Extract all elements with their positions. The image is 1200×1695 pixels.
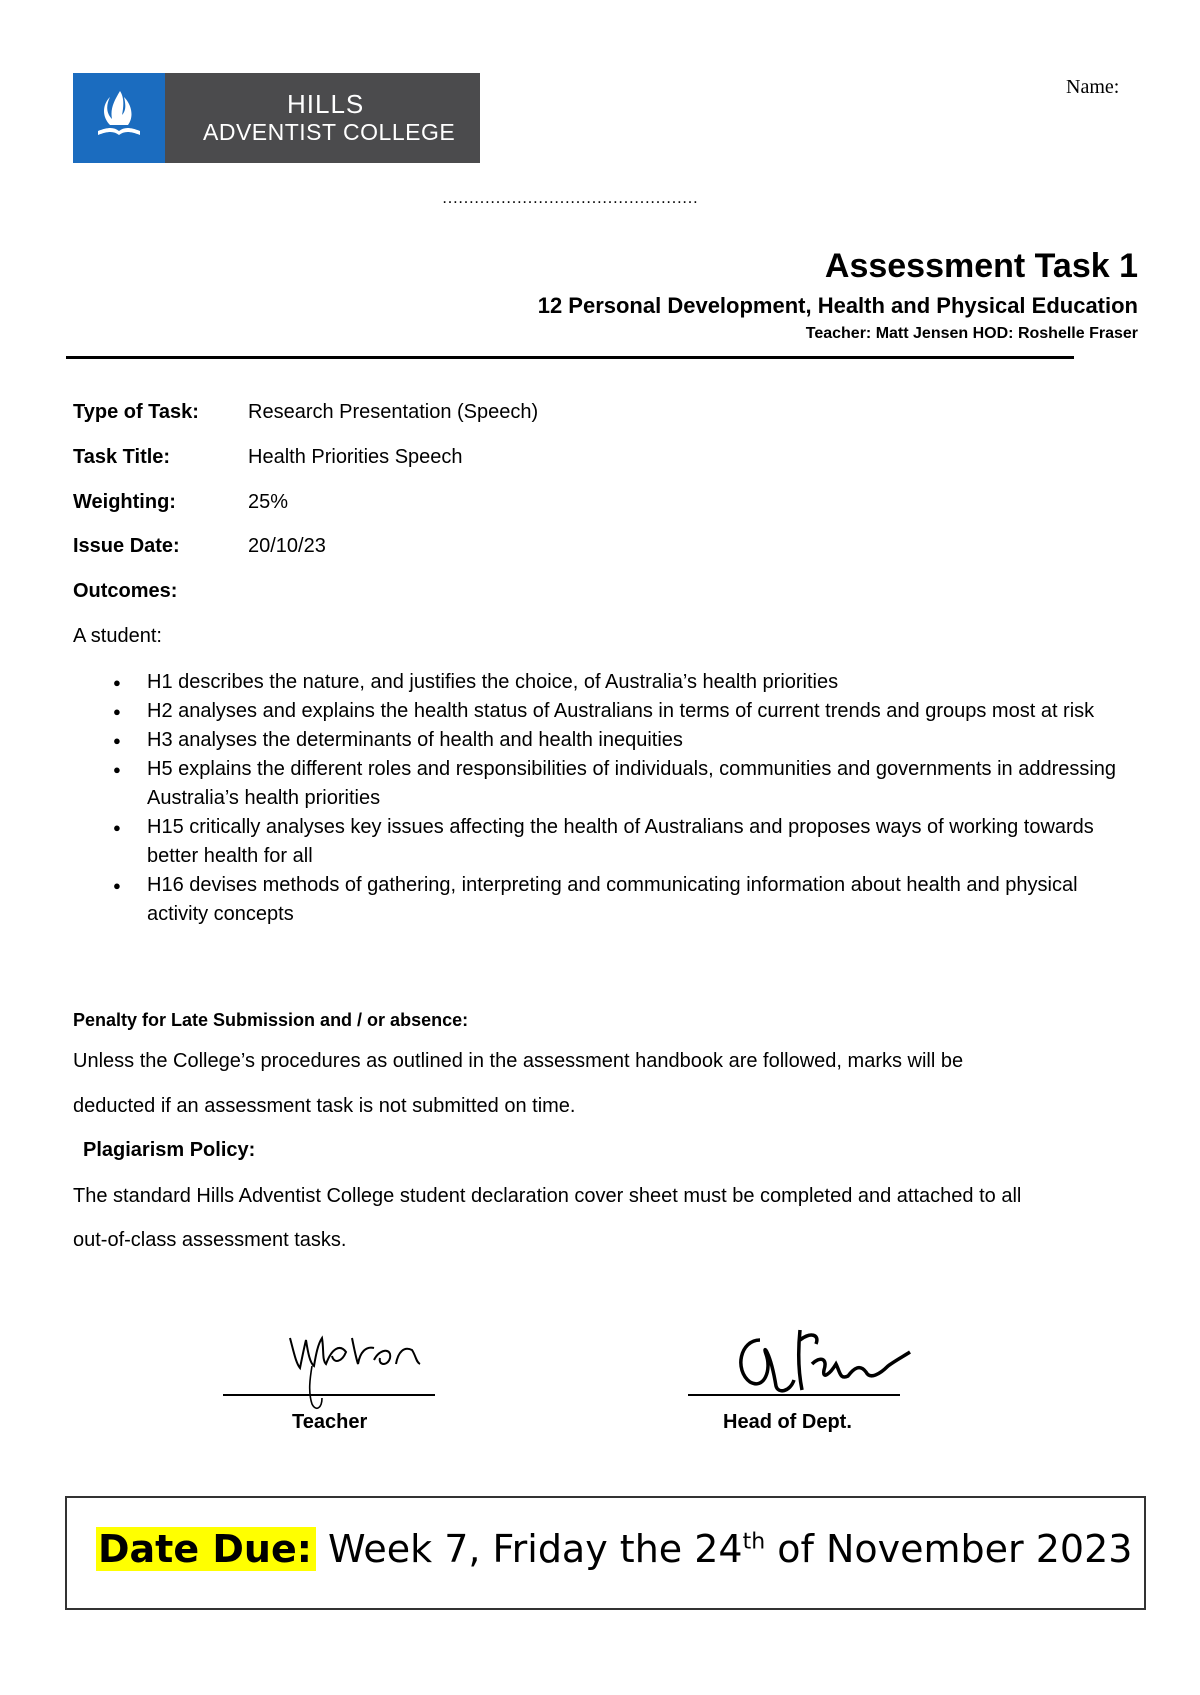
outcomes-intro: A student:: [73, 625, 162, 647]
header-divider: [66, 356, 1074, 359]
plagiarism-heading: Plagiarism Policy:: [83, 1139, 256, 1161]
issue-date-label: Issue Date:: [73, 535, 180, 557]
outcomes-list: [113, 668, 1133, 929]
name-dotted-line: …………………………………………: [442, 190, 698, 207]
outcome-item: ● H3 analyses the determinants of health and health inequities: [113, 726, 1133, 755]
late-penalty-text-1: Unless the College’s procedures as outlined in the assessment handbook are followed, marks will be: [73, 1050, 964, 1072]
outcome-item: ● H5 explains the different roles and responsibilities of individuals, communities and governments in addressing Australia’s health priorities: [113, 755, 1133, 813]
staff-line: Teacher: Matt Jensen HOD: Roshelle Fraser: [805, 325, 1138, 342]
teacher-signature: [270, 1308, 440, 1418]
plagiarism-text-1: The standard Hills Adventist College student declaration cover sheet must be completed and attached to all: [73, 1185, 1022, 1207]
weighting-label: Weighting:: [73, 491, 176, 513]
type-of-task-label: Type of Task:: [73, 401, 199, 423]
type-of-task-value: Research Presentation (Speech): [248, 401, 539, 423]
due-date-label: Date Due:: [96, 1527, 316, 1571]
task-title-value: Health Priorities Speech: [248, 446, 463, 468]
outcome-item: ● H2 analyses and explains the health status of Australians in terms of current trends and groups most at risk: [113, 697, 1133, 726]
due-date-ordinal: th: [742, 1529, 766, 1555]
due-date-text-end: of November 2023: [765, 1527, 1133, 1571]
hod-signature-line: [688, 1394, 900, 1396]
weighting-value: 25%: [248, 491, 289, 513]
logo-line-2: ADVENTIST COLLEGE: [203, 119, 456, 145]
flame-book-icon: [73, 73, 165, 163]
plagiarism-text-2: out-of-class assessment tasks.: [73, 1229, 347, 1251]
logo-line-1: HILLS: [287, 89, 365, 119]
outcome-item: ● H1 describes the nature, and justifies the choice, of Australia’s health priorities: [113, 668, 1133, 697]
task-title-label: Task Title:: [73, 446, 171, 468]
outcomes-label: Outcomes:: [73, 580, 178, 602]
issue-date-value: 20/10/23: [248, 535, 326, 557]
outcome-item: ● H16 devises methods of gathering, interpreting and communicating information about health and physical activity concepts: [113, 871, 1133, 929]
outcome-item: ● H15 critically analyses key issues affecting the health of Australians and proposes ways of working towards better health for all: [113, 813, 1133, 871]
late-penalty-heading: Penalty for Late Submission and / or absence:: [73, 1010, 469, 1030]
college-logo: [73, 73, 480, 163]
teacher-signature-label: Teacher: [292, 1411, 368, 1433]
course-subtitle: 12 Personal Development, Health and Physical Education: [537, 293, 1138, 318]
logo-wordmark: [165, 73, 480, 163]
page-title: Assessment Task 1: [824, 247, 1138, 285]
due-date-row: [96, 1527, 1132, 1571]
teacher-signature-line: [223, 1394, 435, 1396]
hod-signature-label: Head of Dept.: [723, 1411, 852, 1433]
late-penalty-text-2: deducted if an assessment task is not submitted on time.: [73, 1095, 576, 1117]
name-label: Name:: [1066, 76, 1120, 98]
due-date-text: Week 7, Friday the 24: [328, 1527, 743, 1571]
